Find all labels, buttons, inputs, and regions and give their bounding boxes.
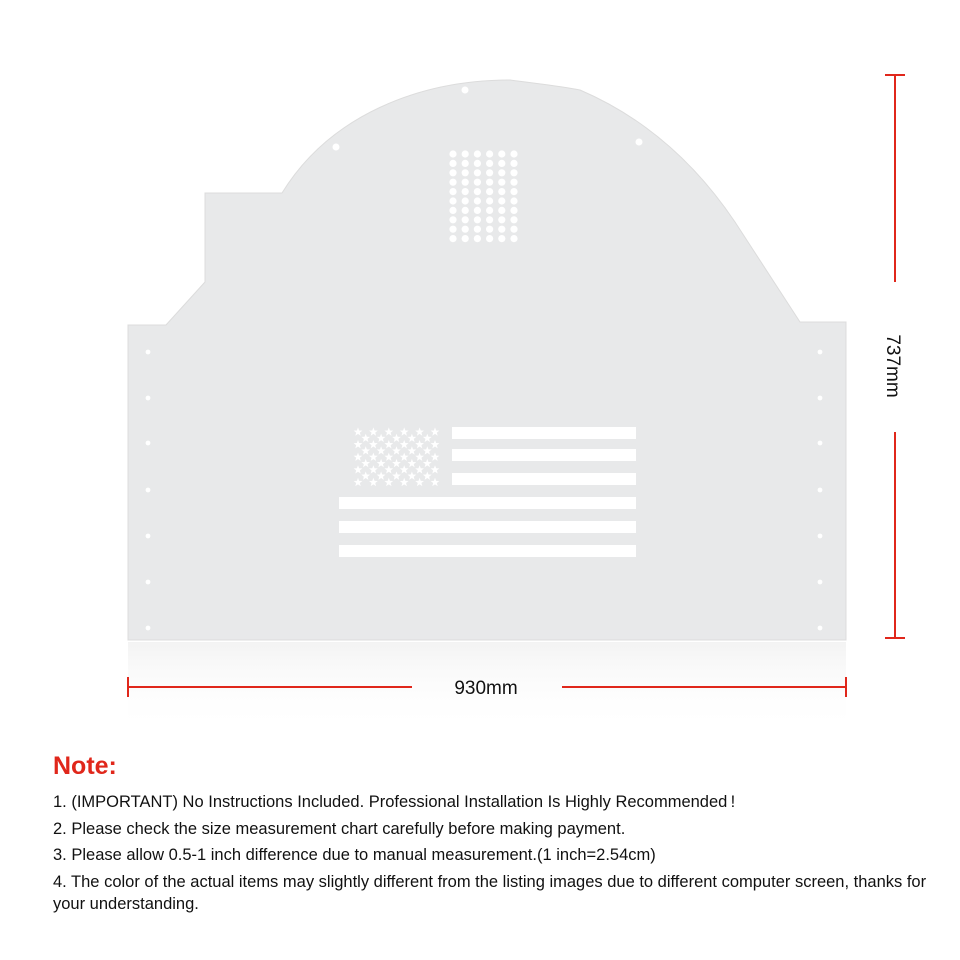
note-heading: Note: — [53, 752, 117, 780]
mounting-hole — [146, 534, 151, 539]
vent-hole — [462, 216, 469, 223]
vent-hole — [498, 150, 505, 157]
vent-hole — [474, 188, 481, 195]
mounting-hole — [146, 626, 151, 631]
vent-hole — [486, 226, 493, 233]
mounting-hole — [818, 488, 823, 493]
vent-hole — [462, 150, 469, 157]
vent-hole — [462, 179, 469, 186]
vent-hole — [474, 160, 481, 167]
vent-hole — [449, 226, 456, 233]
vent-hole — [510, 207, 517, 214]
vent-hole — [462, 160, 469, 167]
vent-hole — [462, 197, 469, 204]
vent-hole — [449, 235, 456, 242]
vent-hole — [498, 179, 505, 186]
mounting-hole — [818, 626, 823, 631]
vent-hole — [498, 235, 505, 242]
vent-hole — [510, 235, 517, 242]
flag-stripe — [339, 545, 636, 557]
vent-hole — [510, 160, 517, 167]
vent-hole — [449, 169, 456, 176]
flag-stripe — [339, 497, 636, 509]
vent-hole — [474, 207, 481, 214]
note-item: 4. The color of the actual items may slightly different from the listing images due to different computer screen, thanks for your understanding. — [53, 872, 927, 913]
vent-hole — [510, 226, 517, 233]
flag-stripe — [452, 427, 636, 439]
mounting-hole — [146, 580, 151, 585]
vent-hole — [498, 160, 505, 167]
mounting-hole — [146, 488, 151, 493]
vent-hole — [486, 179, 493, 186]
flag-stripe — [339, 521, 636, 533]
vent-hole — [498, 197, 505, 204]
vent-hole — [498, 207, 505, 214]
vent-hole — [486, 197, 493, 204]
vent-hole — [474, 179, 481, 186]
mounting-hole — [146, 441, 151, 446]
mounting-hole — [818, 396, 823, 401]
vent-hole — [449, 160, 456, 167]
vent-hole — [510, 179, 517, 186]
vent-hole — [510, 150, 517, 157]
vent-hole — [449, 207, 456, 214]
vent-hole — [486, 169, 493, 176]
vent-hole — [486, 235, 493, 242]
vent-hole — [510, 188, 517, 195]
note-item: 1. (IMPORTANT) No Instructions Included. Professional Installation Is Highly Recommended ! — [53, 793, 736, 811]
vent-hole — [486, 150, 493, 157]
vent-hole — [449, 150, 456, 157]
mounting-hole — [818, 441, 823, 446]
vent-hole — [474, 226, 481, 233]
vent-hole — [462, 207, 469, 214]
vent-hole — [474, 235, 481, 242]
flag-stripe — [452, 449, 636, 461]
vent-hole — [498, 169, 505, 176]
vent-hole — [510, 169, 517, 176]
note-item: 2. Please check the size measurement chart carefully before making payment. — [53, 819, 626, 838]
vent-hole — [486, 216, 493, 223]
vent-hole — [449, 216, 456, 223]
vent-hole — [474, 150, 481, 157]
vent-hole — [462, 235, 469, 242]
vent-hole — [486, 160, 493, 167]
mounting-hole — [146, 350, 151, 355]
height-dimension-label: 737mm — [882, 334, 903, 398]
vent-hole — [474, 197, 481, 204]
vent-hole — [510, 197, 517, 204]
vent-hole — [474, 216, 481, 223]
mounting-hole — [818, 580, 823, 585]
vent-hole — [474, 169, 481, 176]
vent-hole — [462, 169, 469, 176]
flag-stripe — [452, 473, 636, 485]
vent-hole — [449, 188, 456, 195]
vent-hole — [462, 188, 469, 195]
vent-hole — [462, 226, 469, 233]
vent-hole — [498, 188, 505, 195]
mounting-hole — [818, 350, 823, 355]
mounting-hole — [818, 534, 823, 539]
vent-hole — [486, 188, 493, 195]
width-dimension-label: 930mm — [454, 678, 518, 699]
vent-hole — [449, 179, 456, 186]
vent-hole — [510, 216, 517, 223]
note-item: 3. Please allow 0.5-1 inch difference due to manual measurement.(1 inch=2.54cm) — [53, 846, 656, 864]
note-list — [53, 791, 933, 919]
vent-hole — [449, 197, 456, 204]
vent-hole — [498, 216, 505, 223]
vent-hole — [498, 226, 505, 233]
vent-hole — [486, 207, 493, 214]
mounting-hole — [146, 396, 151, 401]
